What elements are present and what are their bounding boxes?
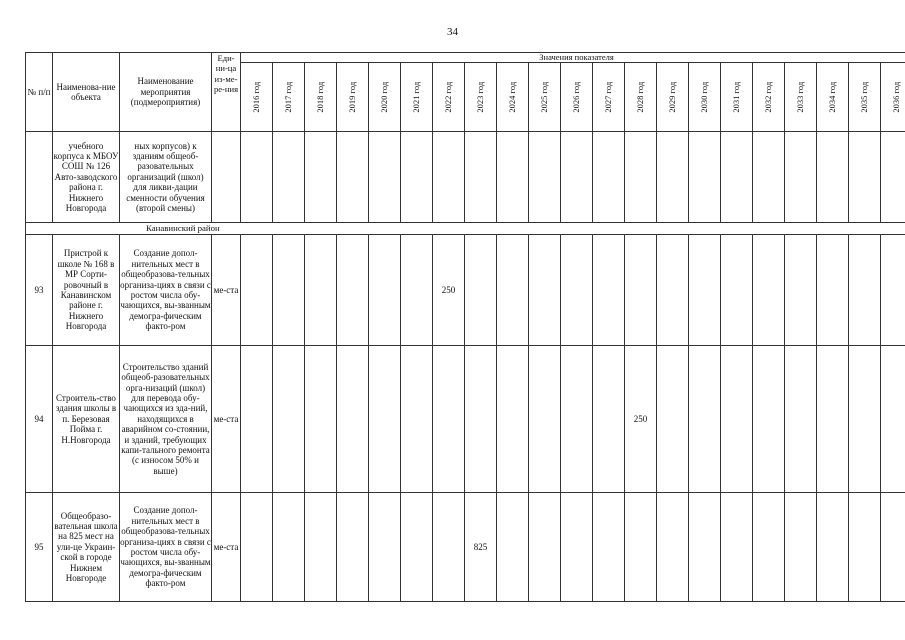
indicator-table	[25, 52, 905, 602]
value-cell	[689, 235, 721, 346]
value-cell	[817, 346, 849, 493]
value-cell	[273, 493, 305, 602]
value-cell	[785, 235, 817, 346]
value-cell	[785, 132, 817, 223]
value-cell	[881, 346, 905, 493]
row-activity: ных корпусов) к зданиям общеоб-разовательных организаций (школ) для ликви-дации сменности обучения (второй смены)	[120, 132, 212, 223]
value-cell	[561, 235, 593, 346]
value-cell	[753, 346, 785, 493]
value-cell	[433, 132, 465, 223]
value-cell	[625, 493, 657, 602]
header-values-title: Значения показателя	[241, 53, 905, 63]
value-cell	[401, 235, 433, 346]
header-year: 2025 год	[529, 63, 561, 132]
value-cell	[369, 132, 401, 223]
value-cell	[529, 235, 561, 346]
value-cell	[785, 346, 817, 493]
row-num	[26, 132, 53, 223]
value-cell	[305, 493, 337, 602]
value-cell	[849, 346, 881, 493]
header-year: 2034 год	[817, 63, 849, 132]
value-cell	[401, 132, 433, 223]
value-cell	[433, 493, 465, 602]
table-row	[26, 235, 905, 346]
value-cell: 825	[465, 493, 497, 602]
value-cell	[817, 132, 849, 223]
value-cell	[241, 346, 273, 493]
header-year: 2021 год	[401, 63, 433, 132]
row-unit: ме-ста	[212, 235, 241, 346]
value-cell: 250	[625, 346, 657, 493]
row-num: 94	[26, 346, 53, 493]
value-cell	[497, 346, 529, 493]
value-cell	[625, 235, 657, 346]
header-num: № п/п	[26, 53, 53, 132]
value-cell: 250	[433, 235, 465, 346]
value-cell	[785, 493, 817, 602]
value-cell	[465, 346, 497, 493]
row-object: Общеобразо-вательная школа на 825 мест на ули-це Украин-ской в городе Нижнем Новгороде	[53, 493, 120, 602]
value-cell	[529, 493, 561, 602]
value-cell	[273, 235, 305, 346]
value-cell	[497, 493, 529, 602]
value-cell	[657, 235, 689, 346]
value-cell	[593, 235, 625, 346]
value-cell	[465, 132, 497, 223]
value-cell	[273, 346, 305, 493]
value-cell	[337, 235, 369, 346]
header-year: 2020 год	[369, 63, 401, 132]
value-cell	[305, 346, 337, 493]
header-year: 2028 год	[625, 63, 657, 132]
value-cell	[817, 493, 849, 602]
value-cell	[753, 493, 785, 602]
value-cell	[593, 346, 625, 493]
value-cell	[689, 346, 721, 493]
table-row	[26, 346, 905, 493]
value-cell	[465, 235, 497, 346]
header-year: 2023 год	[465, 63, 497, 132]
header-object-name: Наименова-ние объекта	[53, 53, 120, 132]
value-cell	[433, 346, 465, 493]
value-cell	[849, 235, 881, 346]
row-activity: Создание допол-нительных мест в общеобразова-тельных организа-циях в связи с ростом числа обу-чающихся, вы-званным демогра-фическим факто-ром	[120, 235, 212, 346]
value-cell	[721, 346, 753, 493]
value-cell	[305, 132, 337, 223]
row-object: Пристрой к школе № 168 в МР Сорти-ровочный в Канавинском районе г. Нижнего Новгорода	[53, 235, 120, 346]
row-activity: Создание допол-нительных мест в общеобразова-тельных организа-циях в связи с ростом числа обу-чающихся, вы-званным демогра-фическим факто-ром	[120, 493, 212, 602]
value-cell	[721, 235, 753, 346]
value-cell	[753, 132, 785, 223]
value-cell	[337, 493, 369, 602]
value-cell	[625, 132, 657, 223]
table-row	[26, 132, 905, 223]
district-row	[26, 223, 905, 235]
value-cell	[369, 235, 401, 346]
header-activity: Наименование мероприятия (подмероприятия)	[120, 53, 212, 132]
header-year: 2027 год	[593, 63, 625, 132]
header-unit: Еди-ни-ца из-ме-ре-ния	[212, 53, 241, 132]
header-year: 2019 год	[337, 63, 369, 132]
row-object: Строитель-ство здания школы в п. Березовая Пойма г. Н.Новгорода	[53, 346, 120, 493]
value-cell	[561, 346, 593, 493]
value-cell	[657, 132, 689, 223]
value-cell	[881, 132, 905, 223]
header-year: 2029 год	[657, 63, 689, 132]
page-number: 34	[447, 26, 458, 38]
value-cell	[657, 493, 689, 602]
header-year: 2031 год	[721, 63, 753, 132]
value-cell	[657, 346, 689, 493]
value-cell	[529, 346, 561, 493]
value-cell	[881, 235, 905, 346]
header-year: 2030 год	[689, 63, 721, 132]
value-cell	[817, 235, 849, 346]
value-cell	[529, 132, 561, 223]
row-num: 95	[26, 493, 53, 602]
header-year: 2032 год	[753, 63, 785, 132]
header-year: 2036 год	[881, 63, 905, 132]
row-activity: Строительство зданий общеоб-разовательных орга-низаций (школ) для перевода обу-чающихся из зда-ний, находящихся в аварийном со-стоянии, и зданий, требующих капи-тального ремонта (с износом 50% и выше)	[120, 346, 212, 493]
value-cell	[849, 493, 881, 602]
district-label: Канавинский район	[26, 223, 905, 235]
value-cell	[721, 493, 753, 602]
value-cell	[561, 132, 593, 223]
value-cell	[241, 235, 273, 346]
header-year: 2016 год	[241, 63, 273, 132]
row-unit: ме-ста	[212, 346, 241, 493]
value-cell	[401, 346, 433, 493]
value-cell	[593, 493, 625, 602]
value-cell	[721, 132, 753, 223]
table-row	[26, 493, 905, 602]
value-cell	[241, 493, 273, 602]
value-cell	[497, 235, 529, 346]
value-cell	[337, 346, 369, 493]
value-cell	[273, 132, 305, 223]
value-cell	[593, 132, 625, 223]
value-cell	[369, 346, 401, 493]
value-cell	[401, 493, 433, 602]
value-cell	[689, 493, 721, 602]
header-year: 2026 год	[561, 63, 593, 132]
row-object: учебного корпуса к МБОУ СОШ № 126 Авто-заводского района г. Нижнего Новгорода	[53, 132, 120, 223]
value-cell	[305, 235, 337, 346]
value-cell	[881, 493, 905, 602]
value-cell	[689, 132, 721, 223]
header-year: 2022 год	[433, 63, 465, 132]
row-unit: ме-ста	[212, 493, 241, 602]
row-num: 93	[26, 235, 53, 346]
value-cell	[753, 235, 785, 346]
value-cell	[337, 132, 369, 223]
header-year: 2033 год	[785, 63, 817, 132]
header-year: 2018 год	[305, 63, 337, 132]
value-cell	[241, 132, 273, 223]
header-year: 2017 год	[273, 63, 305, 132]
value-cell	[561, 493, 593, 602]
header-year: 2024 год	[497, 63, 529, 132]
value-cell	[849, 132, 881, 223]
row-unit	[212, 132, 241, 223]
value-cell	[369, 493, 401, 602]
value-cell	[497, 132, 529, 223]
header-year: 2035 год	[849, 63, 881, 132]
